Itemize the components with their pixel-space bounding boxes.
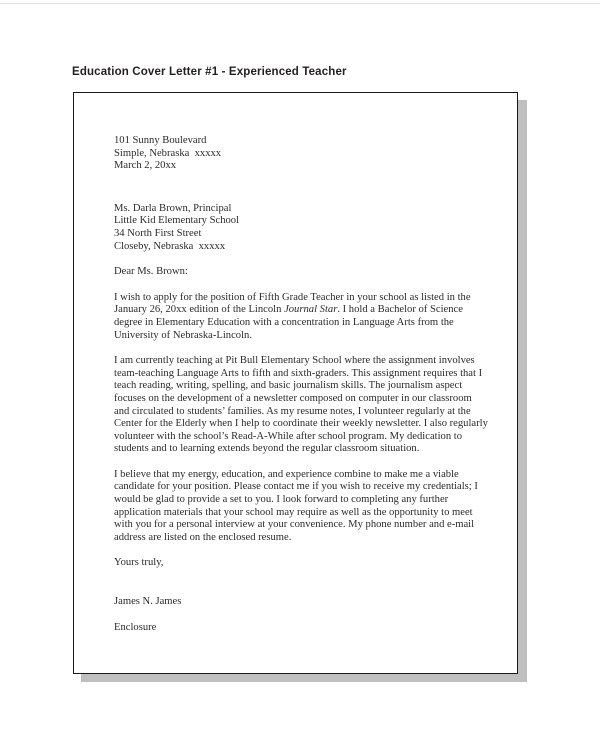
signature-space: [114, 570, 489, 596]
recipient-address-block: [114, 203, 489, 253]
signature-name: James N. James: [114, 596, 182, 608]
letter-body: [114, 135, 489, 634]
sender-address-line-3: March 2, 20xx: [114, 160, 177, 172]
spacer-before-paragraph-1: [114, 279, 489, 292]
publication-title-italic: Journal Star: [284, 304, 338, 316]
spacer-before-paragraph-2: [114, 342, 489, 355]
recipient-address-line-2: Little Kid Elementary School: [114, 215, 240, 227]
spacer-before-closing: [114, 544, 489, 557]
letter-paragraph-1: [114, 292, 489, 342]
spacer-before-paragraph-3: [114, 456, 489, 469]
letter-paragraph-3: I believe that my energy, education, and experience combine to make me a viable candidate for your position. Please contact me if you wish to receive my credentials; I would be glad to provide a set to you. I look forward to completing any further application materials that your school may require as well as the opportunity to meet with you for a personal interview at your convenience. My phone number and e-mail address are listed on the enclosed resume.: [114, 468, 478, 543]
recipient-address-line-4: Closeby, Nebraska xxxxx: [114, 240, 226, 252]
recipient-address-line-3: 34 North First Street: [114, 227, 202, 239]
salutation: Dear Ms. Brown:: [114, 266, 188, 278]
paragraph-1-text-after-italic: . I hold a Bachelor of Science degree in Elementary Education with a concentration in Language Arts from the University of Nebraska-Lincoln.: [114, 304, 463, 341]
letter-page: [73, 92, 518, 674]
spacer-after-recipient: [114, 253, 489, 266]
letter-paragraph-2: I am currently teaching at Pit Bull Elementary School where the assignment involves team-teaching Language Arts to fifth and sixth-graders. This assignment requires that I teach reading, writing, spelling, and basic journalism skills. The journalism aspect focuses on the development of a newsletter composed on computer in our classroom and circulated to students’ families. As my resume notes, I volunteer regularly at the Center for the Elderly when I help to coordinate their weekly newsletter. I also regularly volunteer with the school’s Read-A-While after school program. My dedication to students and to learning extends beyond the regular classroom situation.: [114, 355, 488, 455]
sender-address-line-1: 101 Sunny Boulevard: [114, 135, 207, 146]
page-title: Education Cover Letter #1 - Experienced Teacher: [72, 66, 347, 78]
sender-address-line-2: Simple, Nebraska xxxxx: [114, 147, 222, 159]
sender-address-block: [114, 135, 489, 173]
top-divider-rule: [0, 3, 600, 4]
closing-salutation: Yours truly,: [114, 557, 164, 569]
spacer-before-enclosure: [114, 609, 489, 622]
spacer-after-sender: [114, 173, 489, 203]
enclosure-note: Enclosure: [114, 621, 157, 633]
recipient-address-line-1: Ms. Darla Brown, Principal: [114, 202, 232, 214]
paragraph-1-text-before-italic: I wish to apply for the position of Fifth Grade Teacher in your school as listed in the January 26, 20xx edition of the Lincoln: [114, 291, 471, 316]
